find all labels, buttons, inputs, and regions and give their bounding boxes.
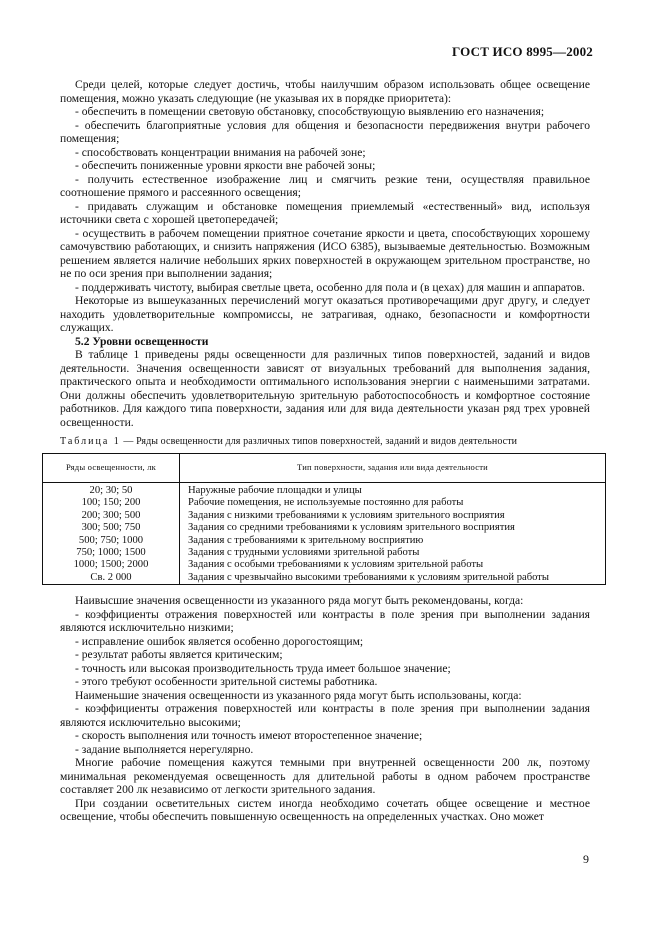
table-row <box>43 497 606 509</box>
standard-code-header: ГОСТ ИСО 8995—2002 <box>452 44 593 59</box>
condition-item: - точность или высокая производительность труда имеет большое значение; <box>75 661 451 675</box>
task-type-cell: Задания с трудными условиями зрительной работы <box>180 547 606 559</box>
condition-item: - задание выполняется нерегулярно. <box>75 742 254 756</box>
table-row <box>43 547 606 559</box>
illuminance-range-cell: 300; 500; 750 <box>43 522 180 534</box>
lowest-values-paragraph: Наименьшие значения освещенности из указанного ряда могут быть использованы, когда: <box>75 688 522 702</box>
condition-item: - исправление ошибок является особенно дорогостоящим; <box>75 634 364 648</box>
condition-item: - этого требуют особенности зрительной системы работника. <box>75 675 378 689</box>
table-row <box>43 510 606 522</box>
task-type-cell: Задания с чрезвычайно высокими требованиями к условиям зрительной работы <box>180 572 606 585</box>
compromise-paragraph: Некоторые из вышеуказанных перечислений могут оказаться противоречащими друг другу, и следует находить удовлетворительные компромиссы, не затрагивая, однако, безопасности и комфортности служащих. <box>60 294 590 334</box>
table-caption-label: Таблица 1 <box>60 436 121 447</box>
section-heading: 5.2 Уровни освещенности <box>75 334 209 348</box>
condition-item: - скорость выполнения или точность имеют второстепенное значение; <box>75 729 423 743</box>
table-row <box>43 522 606 534</box>
column-header-type: Тип поверхности, задания или вида деятельности <box>180 453 606 482</box>
illuminance-range-cell: 200; 300; 500 <box>43 510 180 522</box>
task-type-cell: Задания с требованиями к зрительному восприятию <box>180 535 606 547</box>
table-row <box>43 482 606 497</box>
task-type-cell: Наружные рабочие площадки и улицы <box>180 482 606 497</box>
illuminance-range-cell: 100; 150; 200 <box>43 497 180 509</box>
illuminance-range-cell: 1000; 1500; 2000 <box>43 559 180 571</box>
goal-item: - способствовать концентрации внимания на рабочей зоне; <box>75 145 366 159</box>
task-type-cell: Рабочие помещения, не используемые постоянно для работы <box>180 497 606 509</box>
illuminance-range-cell: 750; 1000; 1500 <box>43 547 180 559</box>
goal-item: - придавать служащим и обстановке помещения приемлемый «естественный» вид, используя источники света с хорошей цветопередачей; <box>60 199 590 226</box>
task-type-cell: Задания с низкими требованиями к условиям зрительного восприятия <box>180 510 606 522</box>
illuminance-range-cell: 20; 30; 50 <box>43 482 180 497</box>
illuminance-range-cell: Св. 2 000 <box>43 572 180 585</box>
goal-item: - осуществить в рабочем помещении приятное сочетание яркости и цвета, способствующих хорошему самочувствию работающих, и снизить напряжения (ИСО 6385), вызываемые деятельностью. Возможным решением является наличие небольших ярких поверхностей в окружающем зрительном пространстве, но не по оси зрения при выполнении задания; <box>60 226 590 280</box>
highest-values-paragraph: Наивысшие значения освещенности из указанного ряда могут быть рекомендованы, когда: <box>75 594 524 608</box>
condition-item: - коэффициенты отражения поверхностей или контрасты в поле зрения при выполнении задания являются исключительно высокими; <box>60 702 590 729</box>
goal-item: - обеспечить пониженные уровни яркости вне рабочей зоны; <box>75 159 376 172</box>
illuminance-range-cell: 500; 750; 1000 <box>43 535 180 547</box>
goal-item: - получить естественное изображение лиц и смягчить резкие тени, осуществляя правильное соотношение прямого и рассеянного освещения; <box>60 172 590 199</box>
task-type-cell: Задания со средними требованиями к условиям зрительного восприятия <box>180 522 606 534</box>
page-number: 9 <box>583 852 589 866</box>
goal-item: - обеспечить благоприятные условия для общения и безопасности передвижения внутри рабочего помещения; <box>60 118 590 145</box>
column-header-illuminance: Ряды освещенности, лк <box>43 453 180 482</box>
table-caption <box>60 435 590 449</box>
combined-lighting-paragraph: При создании осветительных систем иногда необходимо сочетать общее освещение и местное освещение, чтобы обеспечить повышенную освещенность на определенных участках. Оно может <box>60 796 590 824</box>
table-row <box>43 535 606 547</box>
minimum-illuminance-paragraph: Многие рабочие помещения кажутся темными при внутренней освещенности 200 лк, поэтому минимальная рекомендуемая освещенность для длительной работы в одном рабочем пространстве составляет 200 лк независимо от легкости зрительного задания. <box>60 756 590 797</box>
condition-item: - коэффициенты отражения поверхностей или контрасты в поле зрения при выполнении задания являются исключительно низкими; <box>60 607 590 635</box>
task-type-cell: Задания с особыми требованиями к условиям зрительной работы <box>180 559 606 571</box>
condition-item: - результат работы является критическим; <box>75 648 283 662</box>
table-row <box>43 559 606 571</box>
page-content <box>60 78 590 824</box>
intro-paragraph: Среди целей, которые следует достичь, чтобы наилучшим образом использовать общее освещение помещения, можно указать следующие (не указывая их в порядке приоритета): <box>60 78 590 105</box>
illuminance-table <box>42 453 606 586</box>
section-paragraph: В таблице 1 приведены ряды освещенности для различных типов поверхностей, заданий и видов деятельности. Значения освещенности зависят от визуальных требований для выполнения задания, практического опыта и необходимости оптимального использования энергии с наименьшими затратами. Они должны обеспечить удовлетворительную зрительную работоспособность и комфортное состояние работников. Для каждого типа поверхности, задания или для вида деятельности указан ряд трех уровней освещенности. <box>60 348 590 429</box>
table-caption-text: — Ряды освещенности для различных типов поверхностей, заданий и видов деятельности <box>123 436 518 447</box>
goal-item: - обеспечить в помещении световую обстановку, способствующую выявлению его назначения; <box>75 105 545 118</box>
table-row <box>43 572 606 585</box>
goal-item: - поддерживать чистоту, выбирая светлые цвета, особенно для пола и (в цехах) для машин и аппаратов. <box>75 280 585 294</box>
